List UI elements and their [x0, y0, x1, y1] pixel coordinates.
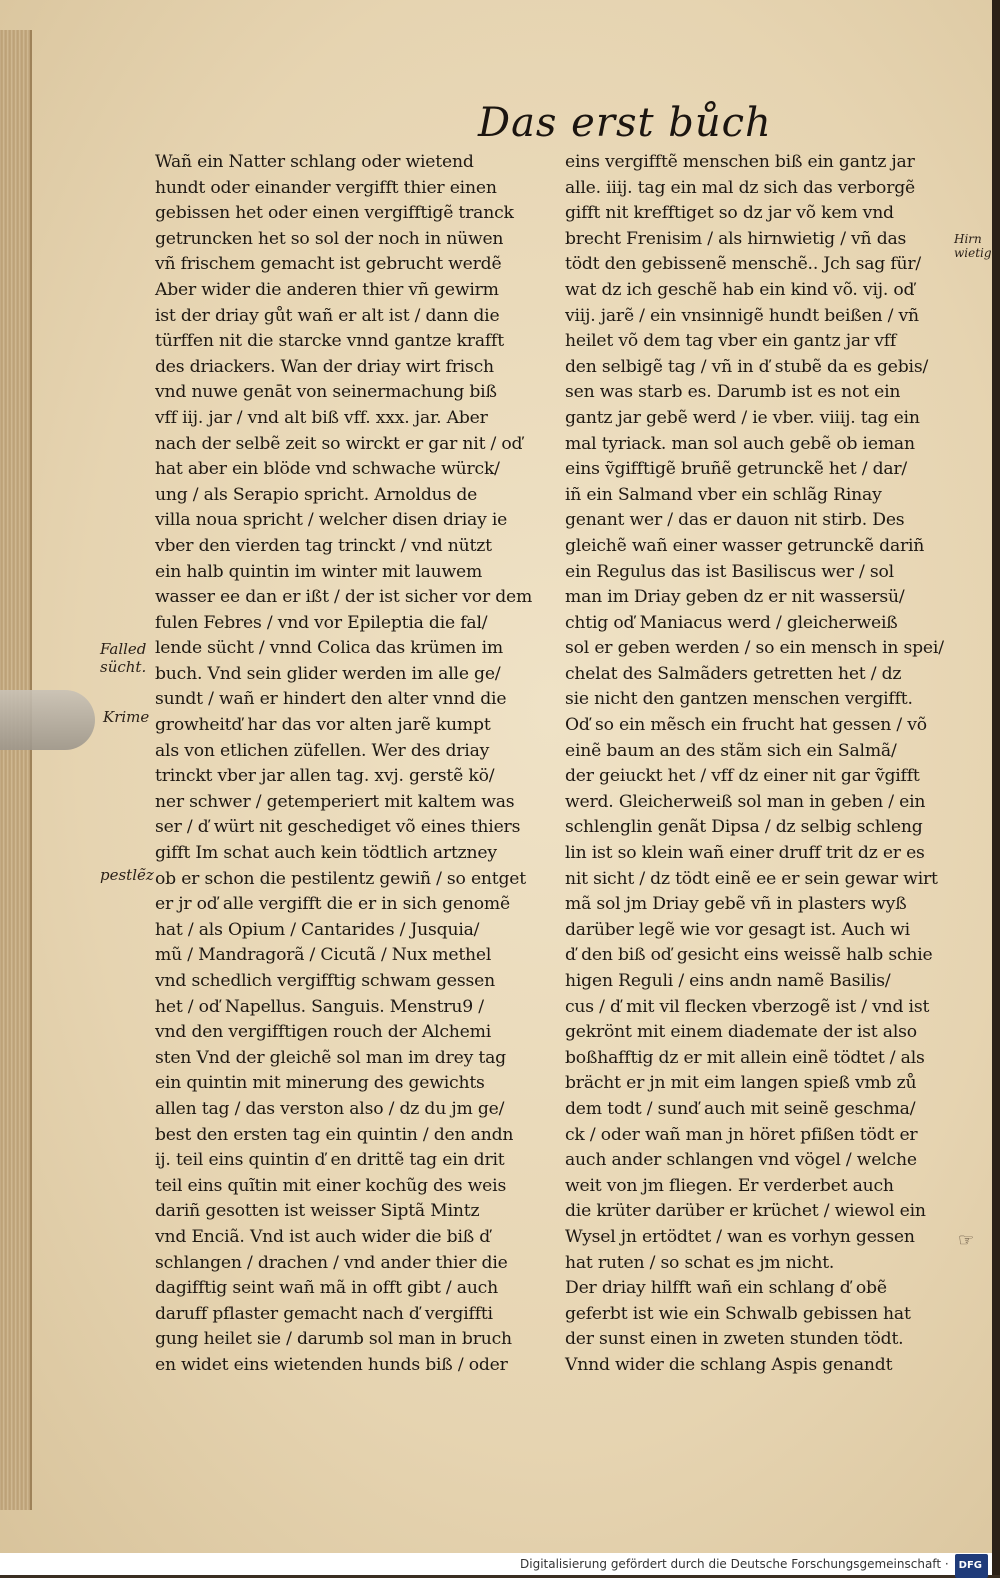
text-line: nit sicht / dz tödt einẽ ee er sein gewar wirt — [565, 867, 955, 893]
text-line: sol er geben werden / so ein mensch in spei/ — [565, 636, 955, 662]
text-line: Oď so ein mẽsch ein frucht hat gessen / võ — [565, 713, 955, 739]
text-line: alle. iiij. tag ein mal dz sich das verborgẽ — [565, 176, 955, 202]
text-line: gifft nit krefftiget so dz jar võ kem vnd — [565, 201, 955, 227]
text-line: gifft Im schat auch kein tödtlich artzney — [155, 841, 550, 867]
text-line: hat ruten / so schat es jm nicht. — [565, 1251, 955, 1277]
text-line: vñ frischem gemacht ist gebrucht werdẽ — [155, 252, 550, 278]
text-line: mũ / Mandragorã / Cicutã / Nux methel — [155, 943, 550, 969]
text-line: nach der selbẽ zeit so wirckt er gar nit / oď — [155, 432, 550, 458]
text-line: schlangen / drachen / vnd ander thier die — [155, 1251, 550, 1277]
text-line: iñ ein Salmand vber ein schlãg Rinay — [565, 483, 955, 509]
text-line: mal tyriack. man sol auch gebẽ ob ieman — [565, 432, 955, 458]
text-line: er jr oď alle vergifft die er in sich genomẽ — [155, 892, 550, 918]
text-line: Wysel jn ertödtet / wan es vorhyn gessen — [565, 1225, 955, 1251]
text-line: buch. Vnd sein glider werden im alle ge/ — [155, 662, 550, 688]
text-line: getruncken het so sol der noch in nüwen — [155, 227, 550, 253]
text-line: wasser ee dan er ißt / der ist sicher vor dem — [155, 585, 550, 611]
text-line: hat aber ein blöde vnd schwache würck/ — [155, 457, 550, 483]
text-line: die krüter darüber er krüchet / wiewol ein — [565, 1199, 955, 1225]
text-line: teil eins quĩtin mit einer kochũg des weis — [155, 1174, 550, 1200]
text-line: brächt er jn mit eim langen spieß vmb zů — [565, 1071, 955, 1097]
text-line: geferbt ist wie ein Schwalb gebissen hat — [565, 1302, 955, 1328]
text-line: viij. jarẽ / ein vnsinnigẽ hundt beißen / vñ — [565, 304, 955, 330]
text-line: sundt / wañ er hindert den alter vnnd die — [155, 687, 550, 713]
text-line: darüber legẽ wie vor gesagt ist. Auch wi — [565, 918, 955, 944]
text-line: Wañ ein Natter schlang oder wietend — [155, 150, 550, 176]
text-line: der sunst einen in zweten stunden tödt. — [565, 1327, 955, 1353]
text-line: higen Reguli / eins andn namẽ Basilis/ — [565, 969, 955, 995]
text-line: türffen nit die starcke vnnd gantze krafft — [155, 329, 550, 355]
text-line: trinckt vber jar allen tag. xvj. gerstẽ kö/ — [155, 764, 550, 790]
text-line: ij. teil eins quintin ď en drittẽ tag ein drit — [155, 1148, 550, 1174]
book-edge — [0, 30, 32, 1510]
text-line: en widet eins wietenden hunds biß / oder — [155, 1353, 550, 1379]
text-line: fulen Febres / vnd vor Epileptia die fal/ — [155, 611, 550, 637]
digitization-footer — [0, 1553, 992, 1575]
text-line: vnd nuwe genāt von seinermachung biß — [155, 380, 550, 406]
text-line: ď den biß oď gesicht eins weissẽ halb schie — [565, 943, 955, 969]
right-text-column — [565, 150, 955, 1379]
text-line: brecht Frenisim / als hirnwietig / vñ das — [565, 227, 955, 253]
text-line: tödt den gebissenẽ menschẽ.. Jch sag für/ — [565, 252, 955, 278]
text-line: ein quintin mit minerung des gewichts — [155, 1071, 550, 1097]
text-line: gebissen het oder einen vergifftigẽ tranck — [155, 201, 550, 227]
dfg-logo: DFG — [955, 1554, 988, 1578]
text-line: der geiuckt het / vff dz einer nit gar ṽgifft — [565, 764, 955, 790]
text-line: gekrönt mit einem diademate der ist also — [565, 1020, 955, 1046]
text-line: vff iij. jar / vnd alt biß vff. xxx. jar. Aber — [155, 406, 550, 432]
text-line: hundt oder einander vergifft thier einen — [155, 176, 550, 202]
left-text-column — [155, 150, 550, 1379]
text-line: werd. Gleicherweiß sol man in geben / ein — [565, 790, 955, 816]
page-clip — [0, 690, 95, 750]
text-line: ner schwer / getemperiert mit kaltem was — [155, 790, 550, 816]
text-line: gung heilet sie / darumb sol man in bruch — [155, 1327, 550, 1353]
text-line: ob er schon die pestilentz gewiñ / so entget — [155, 867, 550, 893]
text-line: auch ander schlangen vnd vögel / welche — [565, 1148, 955, 1174]
text-line: het / oď Napellus. Sanguis. Menstru9 / — [155, 995, 550, 1021]
text-line: boßhafftig dz er mit allein einẽ tödtet / als — [565, 1046, 955, 1072]
text-line: ist der driay gůt wañ er alt ist / dann die — [155, 304, 550, 330]
text-line: des driackers. Wan der driay wirt frisch — [155, 355, 550, 381]
text-line: daruff pflaster gemacht nach ď vergiffti — [155, 1302, 550, 1328]
text-line: Aber wider die anderen thier vñ gewirm — [155, 278, 550, 304]
text-line: ein halb quintin im winter mit lauwem — [155, 560, 550, 586]
text-line: wat dz ich geschẽ hab ein kind võ. vij. oď — [565, 278, 955, 304]
text-line: dagifftig seint wañ mã in offt gibt / auch — [155, 1276, 550, 1302]
running-header: Das erst bůch — [478, 100, 772, 146]
text-line: best den ersten tag ein quintin / den andn — [155, 1123, 550, 1149]
text-line: ck / oder wañ man jn höret pfißen tödt er — [565, 1123, 955, 1149]
scan-border — [992, 0, 1000, 1575]
text-line: cus / ď mit vil flecken vberzogẽ ist / vnd ist — [565, 995, 955, 1021]
text-line: eins vergifftẽ menschen biß ein gantz jar — [565, 150, 955, 176]
text-line: Vnnd wider die schlang Aspis genandt — [565, 1353, 955, 1379]
margin-note-hirnwietig: Hirn wietig — [954, 232, 992, 260]
text-line: growheitď har das vor alten jarẽ kumpt — [155, 713, 550, 739]
text-line: genant wer / das er dauon nit stirb. Des — [565, 508, 955, 534]
margin-note-falled: Falled sücht. — [100, 640, 154, 676]
text-line: ung / als Serapio spricht. Arnoldus de — [155, 483, 550, 509]
text-line: lende sücht / vnnd Colica das krümen im — [155, 636, 550, 662]
text-line: gantz jar gebẽ werd / ie vber. viiij. tag ein — [565, 406, 955, 432]
text-line: chelat des Salmãders getretten het / dz — [565, 662, 955, 688]
text-line: heilet võ dem tag vber ein gantz jar vff — [565, 329, 955, 355]
pointing-hand-icon: ☞ — [958, 1230, 974, 1251]
text-line: sen was starb es. Darumb ist es not ein — [565, 380, 955, 406]
text-line: weit von jm fliegen. Er verderbet auch — [565, 1174, 955, 1200]
text-line: dariñ gesotten ist weisser Siptã Mintz — [155, 1199, 550, 1225]
margin-note-pestilenz: pestlẽz — [100, 866, 154, 884]
text-line: vber den vierden tag trinckt / vnd nützt — [155, 534, 550, 560]
text-line: ser / ď würt nit geschediget võ eines thiers — [155, 815, 550, 841]
text-line: schlenglin genãt Dipsa / dz selbig schleng — [565, 815, 955, 841]
text-line: gleichẽ wañ einer wasser getrunckẽ dariñ — [565, 534, 955, 560]
text-line: allen tag / das verston also / dz du jm ge/ — [155, 1097, 550, 1123]
text-line: hat / als Opium / Cantarides / Jusquia/ — [155, 918, 550, 944]
text-line: vnd Enciã. Vnd ist auch wider die biß ď — [155, 1225, 550, 1251]
text-line: mã sol jm Driay gebẽ vñ in plasters wyß — [565, 892, 955, 918]
text-line: eins ṽgifftigẽ bruñẽ getrunckẽ het / dar/ — [565, 457, 955, 483]
text-line: vnd schedlich vergifftig schwam gessen — [155, 969, 550, 995]
footer-text: Digitalisierung gefördert durch die Deutsche Forschungsgemeinschaft · — [520, 1557, 955, 1571]
text-line: ein Regulus das ist Basiliscus wer / sol — [565, 560, 955, 586]
text-line: einẽ baum an des stãm sich ein Salmã/ — [565, 739, 955, 765]
text-line: lin ist so klein wañ einer druff trit dz er es — [565, 841, 955, 867]
text-line: vnd den vergifftigen rouch der Alchemi — [155, 1020, 550, 1046]
text-line: sie nicht den gantzen menschen vergifft. — [565, 687, 955, 713]
text-line: als von etlichen züfellen. Wer des driay — [155, 739, 550, 765]
text-line: man im Driay geben dz er nit wassersü/ — [565, 585, 955, 611]
text-line: villa noua spricht / welcher disen driay ie — [155, 508, 550, 534]
text-line: den selbigẽ tag / vñ in ď stubẽ da es gebis/ — [565, 355, 955, 381]
text-line: chtig oď Maniacus werd / gleicherweiß — [565, 611, 955, 637]
margin-note-krime: Krime — [103, 708, 149, 726]
text-line: sten Vnd der gleichẽ sol man im drey tag — [155, 1046, 550, 1072]
text-line: Der driay hilfft wañ ein schlang ď obẽ — [565, 1276, 955, 1302]
text-line: dem todt / sunď auch mit seinẽ geschma/ — [565, 1097, 955, 1123]
